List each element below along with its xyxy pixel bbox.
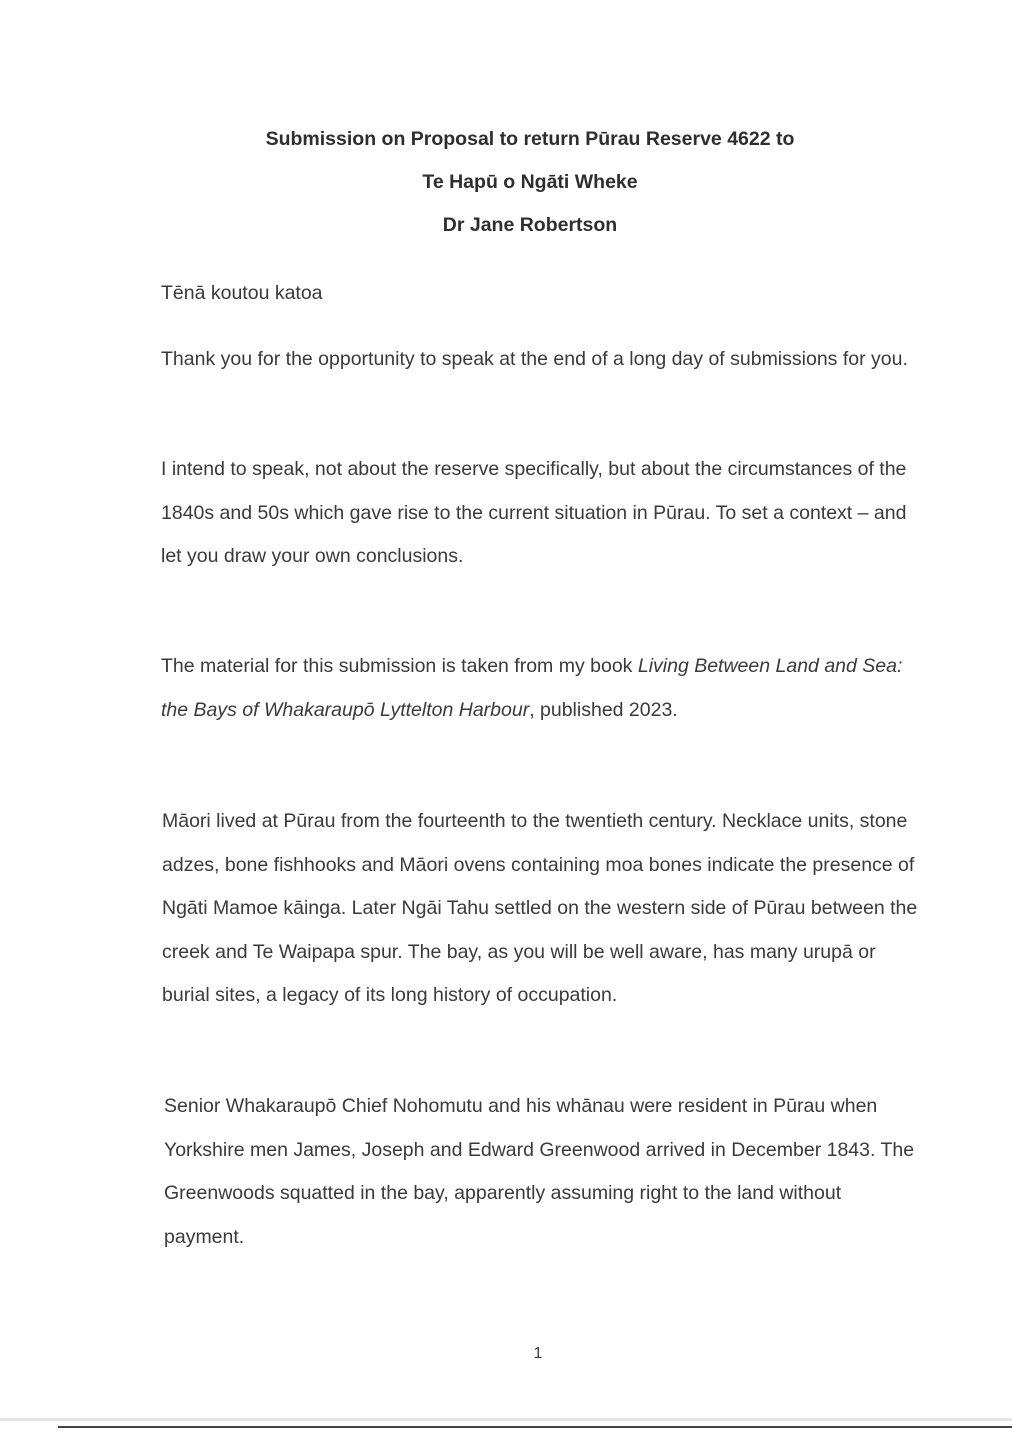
- paragraph-4: Māori lived at Pūrau from the fourteenth to the twentieth century. Necklace units, stone adzes, bone fishhooks and Māori ovens containing moa bones indicate the presence of Ngāti Mamoe kāinga. Later Ngāi Tahu settled on the western side of Pūrau between the creek and Te Waipapa spur. The bay, as you will be well aware, has many urupā or burial sites, a legacy of its long history of occupation.: [162, 810, 918, 1006]
- greeting: Tēnā koutou katoa: [161, 282, 323, 304]
- scan-edge-shadow: [0, 1418, 1012, 1421]
- book-title: Living Between Land and Sea: the Bays of Whakaraupō Lyttelton Harbour: [161, 655, 903, 721]
- title-line-2: Te Hapū o Ngāti Wheke: [422, 171, 638, 193]
- paragraph-3: [161, 645, 921, 732]
- paragraph-5: Senior Whakaraupō Chief Nohomutu and his whānau were resident in Pūrau when Yorkshire men James, Joseph and Edward Greenwood arrived in December 1843. The Greenwoods squatted in the bay, apparently assuming right to the land without payment.: [164, 1095, 915, 1248]
- page-number: 1: [533, 1345, 543, 1362]
- paragraph-3-outro: , published 2023.: [529, 698, 678, 721]
- title-line-1: Submission on Proposal to return Pūrau Reserve 4622 to: [265, 128, 795, 150]
- paragraph-1: Thank you for the opportunity to speak at the end of a long day of submissions for you.: [161, 348, 908, 370]
- paragraph-3-intro: The material for this submission is taken from my book: [161, 655, 638, 677]
- title-block: [0, 118, 1012, 247]
- author-line: Dr Jane Robertson: [442, 214, 618, 236]
- paragraph-2: I intend to speak, not about the reserve specifically, but about the circumstances of the 1840s and 50s which gave rise to the current situation in Pūrau. To set a context – and let you draw your own conclusions.: [161, 458, 907, 567]
- scan-edge-line: [58, 1426, 1012, 1428]
